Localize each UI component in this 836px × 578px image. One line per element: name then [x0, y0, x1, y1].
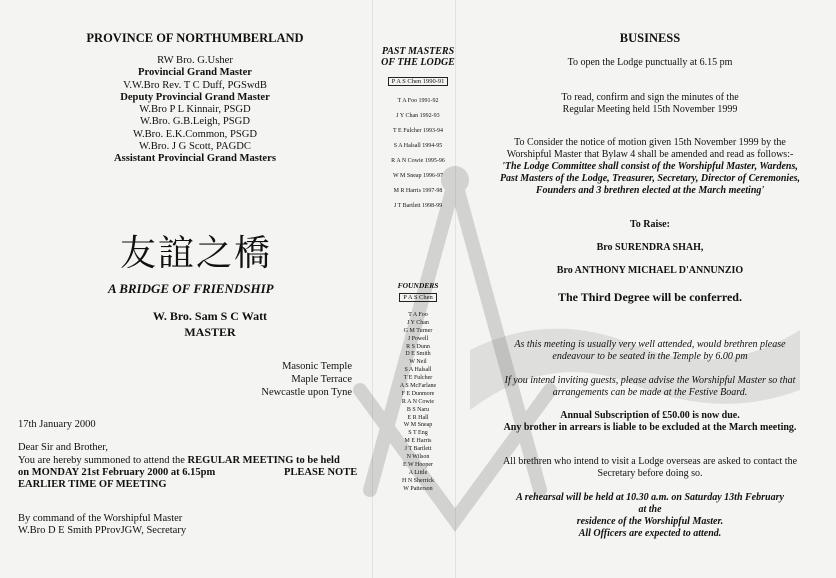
master-name: W. Bro. Sam S C Watt	[152, 309, 268, 323]
officer-line: W.Bro. J G Scott, PAGDC	[139, 141, 251, 153]
founder-entry: J Powell	[407, 335, 429, 342]
to-raise-heading: To Raise:	[630, 219, 670, 230]
bridge-of-friendship-title: A BRIDGE OF FRIENDSHIP	[108, 281, 274, 296]
please-note: PLEASE NOTE	[284, 467, 358, 478]
officer-line: W.Bro. G.B.Leigh, PSGD	[140, 116, 250, 128]
rehearsal-notice: A rehearsal will be held at 10.30 a.m. on Saturday 13th February at the residence of the Worshipful Master. All Officers are expected to attend.	[516, 492, 784, 539]
overseas-notice: All brethren who intend to visit a Lodge overseas are asked to contact the Secretary before doing so.	[502, 456, 798, 479]
founder-entry: H N Sherrick	[402, 477, 434, 484]
past-masters-first: P A S Chen 1990-91	[368, 77, 468, 86]
founder-entry: J Y Chan	[407, 319, 429, 326]
founder-entry: A S McFarlane	[399, 383, 437, 390]
officer-line: W.Bro P L Kinnair, PSGD	[139, 104, 251, 116]
founder-entry: S T Eng	[408, 430, 428, 437]
officers-list	[60, 55, 330, 166]
earlier-time-notice: EARLIER TIME OF MEETING	[18, 479, 167, 490]
founder-entry: E R Hall	[407, 414, 429, 421]
province-heading: PROVINCE OF NORTHUMBERLAND	[86, 31, 304, 45]
address-line: Maple Terrace	[291, 374, 352, 385]
founder-entry: M E Harris	[404, 438, 432, 445]
guests-notice: If you intend inviting guests, please advise the Worshipful Master so that arrangements can be made at the Festive Board.	[504, 375, 796, 398]
candidate-2: Bro ANTHONY MICHAEL D'ANNUNZIO	[556, 265, 744, 276]
founder-entry: S A Halsall	[404, 367, 432, 374]
past-masters-list	[368, 98, 468, 218]
motion-item: To Consider the notice of motion given 15th November 1999 by the Worshipful Master that Bylaw 4 shall be amended and read as follows:- 'The Lodge Committee shall consist of the Worshipful Master, Wardens, Past Masters of the Lodge, Treasurer, Secretary, Director of Ceremonies, Founders and 3 brethren elected at the March meeting'	[499, 137, 801, 196]
subscription-notice: Annual Subscription of £50.00 is now due. Any brother in arrears is liable to be excluded at the March meeting.	[503, 410, 797, 433]
founders-heading: FOUNDERS	[397, 281, 439, 290]
officer-line: Provincial Grand Master	[138, 67, 252, 79]
founder-entry: T A Foo	[408, 312, 428, 318]
minutes-item: To read, confirm and sign the minutes of the Regular Meeting held 15th November 1999	[561, 92, 739, 115]
address-line: Newcastle upon Tyne	[261, 387, 352, 398]
officer-line: V.W.Bro Rev. T C Duff, PGSwdB	[123, 79, 267, 91]
past-master-entry: T E Fulcher 1993-94	[392, 128, 444, 134]
founder-entry: E W Hooper	[402, 461, 434, 468]
secretary-signature: W.Bro D E Smith PProvJGW, Secretary	[18, 525, 187, 536]
founder-entry: W M Sneap	[403, 422, 433, 429]
attendance-notice: As this meeting is usually very well attended, would brethren please endeavour to be seated in the Temple by 6.00 pm	[514, 339, 786, 362]
founder-entry: D E Smith	[405, 351, 431, 358]
business-heading: BUSINESS	[619, 31, 681, 45]
open-lodge-item: To open the Lodge punctually at 6.15 pm	[567, 57, 733, 68]
founders-first: P A S Chen	[368, 293, 468, 302]
past-master-entry: J T Bartlett 1998-99	[393, 203, 443, 209]
founder-entry: G M Turner	[403, 327, 433, 334]
master-title: MASTER	[184, 325, 236, 339]
officer-line: W.Bro. E.K.Common, PSGD	[132, 128, 258, 140]
past-master-entry: R A N Cowie 1995-96	[391, 158, 445, 164]
third-degree-notice: The Third Degree will be conferred.	[558, 290, 742, 304]
founder-entry: A Little	[408, 469, 428, 476]
candidate-1: Bro SURENDRA SHAH,	[596, 242, 704, 253]
summons-line-1: You are hereby summoned to attend the REGULAR MEETING to be held	[18, 455, 340, 466]
past-master-entry: T A Foo 1991-92	[397, 98, 439, 104]
officer-line: Assistant Provincial Grand Masters	[114, 153, 276, 165]
founder-entry: N Wilson	[406, 454, 430, 461]
past-master-entry: J Y Chan 1992-93	[396, 113, 440, 119]
past-master-entry: S A Halsall 1994-95	[393, 143, 443, 149]
founder-entry: B S Naru	[406, 406, 430, 413]
command-line: By command of the Worshipful Master	[18, 513, 183, 524]
summons-line-2: on MONDAY 21st February 2000 at 6.15pm	[18, 467, 216, 478]
founder-entry: W Patterson	[403, 485, 433, 492]
past-master-entry: M R Harris 1997-98	[393, 188, 443, 194]
letter-date: 17th January 2000	[18, 419, 96, 430]
temple-address	[230, 360, 352, 399]
chinese-title: 友誼之橋	[120, 233, 273, 274]
founder-entry: R A N Cowie	[401, 398, 435, 405]
founder-entry: W Neil	[409, 359, 427, 366]
officer-line: RW Bro. G.Usher	[157, 55, 233, 66]
founder-entry: J T Bartlett	[404, 446, 432, 453]
founder-entry: T E Fulcher	[403, 375, 433, 382]
past-master-entry: W M Sneap 1996-97	[392, 173, 444, 179]
salutation: Dear Sir and Brother,	[18, 442, 108, 453]
founder-entry: F E Dunmore	[401, 390, 435, 397]
address-line: Masonic Temple	[282, 361, 352, 372]
founder-entry: R S Dunn	[406, 343, 430, 350]
founders-list	[368, 312, 468, 493]
past-masters-heading: PAST MASTERS OF THE LODGE	[381, 46, 455, 68]
officer-line: Deputy Provincial Grand Master	[120, 91, 270, 103]
